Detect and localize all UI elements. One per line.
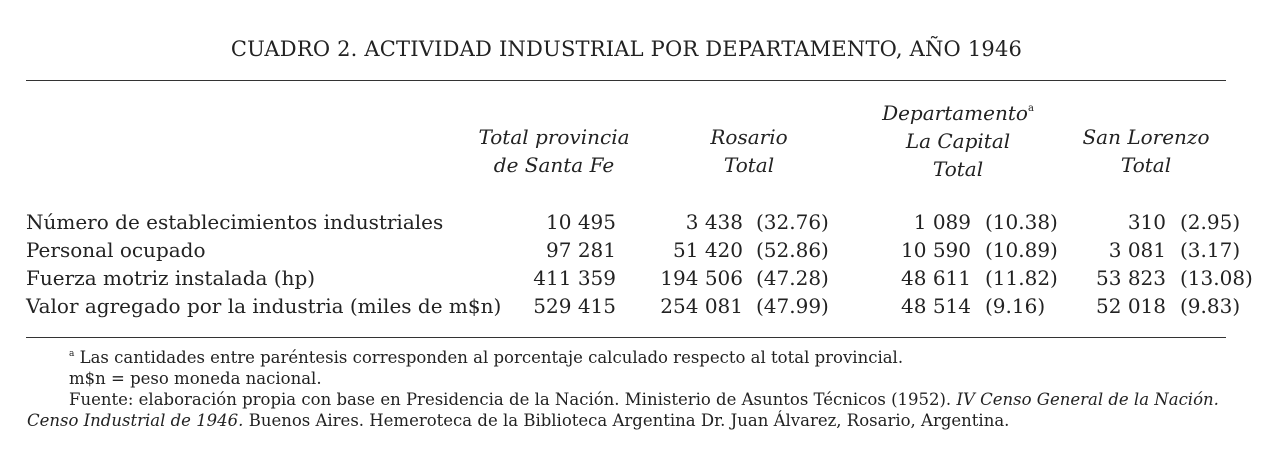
col-header-rosario-line2: Total — [723, 153, 775, 177]
col-header-rosario-line1: Rosario — [710, 125, 788, 149]
cell-total: 10 495 — [546, 210, 616, 234]
cell-capital: 10 590 — [901, 238, 971, 262]
table-row — [26, 292, 1241, 320]
note-source-prefix: Fuente: elaboración propia con base en Presidencia de la Nación. Ministerio de Asuntos Técnicos (1952). — [69, 390, 952, 409]
cell-capital-pct: (10.89) — [985, 238, 1058, 262]
cell-sanlorenzo: 52 018 — [1096, 294, 1166, 318]
cell-total: 529 415 — [533, 294, 616, 318]
col-header-total-line1: Total provincia — [478, 125, 630, 149]
row-label: Fuerza motriz instalada (hp) — [26, 266, 316, 290]
cell-sanlorenzo: 3 081 — [1108, 238, 1166, 262]
bottom-rule — [26, 337, 1226, 338]
note-a-text: Las cantidades entre paréntesis corresponden al porcentaje calculado respecto al total provincial. — [79, 348, 904, 367]
cell-capital-pct: (11.82) — [985, 266, 1058, 290]
note-a — [27, 344, 1227, 368]
note-source-suffix: Buenos Aires. Hemeroteca de la Biblioteca Argentina Dr. Juan Álvarez, Rosario, Argentina. — [248, 411, 1010, 430]
cell-total: 97 281 — [546, 238, 616, 262]
cell-rosario: 254 081 — [660, 294, 743, 318]
cell-capital-pct: (9.16) — [985, 294, 1046, 318]
cell-rosario-pct: (32.76) — [756, 210, 829, 234]
cell-capital-pct: (10.38) — [985, 210, 1058, 234]
col-header-total — [454, 123, 654, 179]
col-header-total-line2: de Santa Fe — [493, 153, 615, 177]
row-label: Personal ocupado — [26, 238, 206, 262]
cell-capital: 48 514 — [901, 294, 971, 318]
cell-sanlorenzo: 53 823 — [1096, 266, 1166, 290]
table-notes — [27, 344, 1227, 431]
table-row — [26, 264, 1253, 292]
note-currency: m$n = peso moneda nacional. — [69, 369, 322, 388]
col-header-capital — [858, 95, 1058, 183]
row-label: Número de establecimientos industriales — [26, 210, 444, 234]
col-header-rosario — [649, 123, 849, 179]
cell-rosario-pct: (47.99) — [756, 294, 829, 318]
cell-sanlorenzo-pct: (9.83) — [1180, 294, 1241, 318]
table-row — [26, 236, 1241, 264]
note-source-title: IV Censo General de la Nación. Censo Industrial de 1946. — [27, 390, 1219, 430]
group-header-departamento: Departamento$^a$ — [882, 101, 1034, 125]
col-header-sanlorenzo — [1046, 123, 1246, 179]
cell-rosario: 194 506 — [660, 266, 743, 290]
row-label: Valor agregado por la industria (miles de m$n) — [26, 294, 502, 318]
cell-total: 411 359 — [533, 266, 616, 290]
cell-rosario-pct: (47.28) — [756, 266, 829, 290]
table-title: CUADRO 2. ACTIVIDAD INDUSTRIAL POR DEPARTAMENTO, AÑO 1946 — [230, 37, 1023, 61]
note-source — [27, 389, 1227, 431]
group-header-note-marker: a — [1027, 103, 1034, 114]
col-header-sanlorenzo-line1: San Lorenzo — [1082, 125, 1210, 149]
col-header-sanlorenzo-line2: Total — [1120, 153, 1172, 177]
cell-sanlorenzo-pct: (3.17) — [1180, 238, 1241, 262]
cell-capital: 48 611 — [901, 266, 971, 290]
col-header-capital-line2: Total — [932, 157, 984, 181]
cell-capital: 1 089 — [913, 210, 971, 234]
top-rule — [26, 80, 1226, 81]
cell-rosario: 51 420 — [673, 238, 743, 262]
cell-rosario-pct: (52.86) — [756, 238, 829, 262]
cell-sanlorenzo-pct: (13.08) — [1180, 266, 1253, 290]
cell-sanlorenzo-pct: (2.95) — [1180, 210, 1241, 234]
col-header-capital-line1: La Capital — [905, 129, 1011, 153]
cell-rosario: 3 438 — [685, 210, 743, 234]
cell-sanlorenzo: 310 — [1127, 210, 1166, 234]
note-a-marker: a — [69, 349, 75, 359]
table-row — [26, 208, 1241, 236]
